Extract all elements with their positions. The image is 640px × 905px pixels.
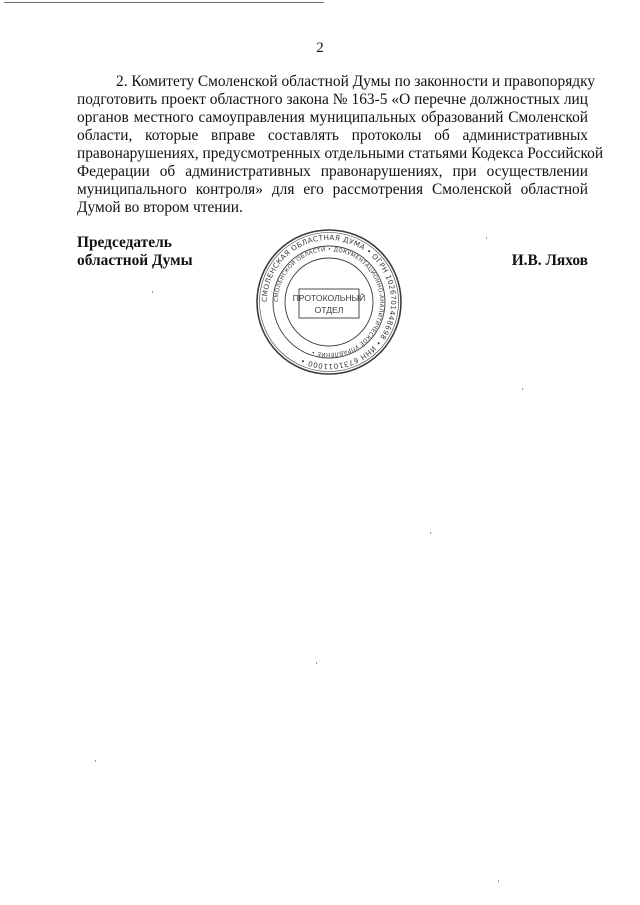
seal-outer-text: СМОЛЕНСКАЯ ОБЛАСТНАЯ ДУМА • ОГРН 1026701448698 • ИНН 6731011000 •	[259, 232, 399, 372]
scan-speck	[486, 237, 487, 239]
signer-title	[77, 234, 193, 270]
seal-center-line2: ОТДЕЛ	[314, 305, 344, 315]
signer-title-line: областной Думы	[77, 252, 193, 269]
scan-speck	[430, 532, 431, 534]
page-number: 2	[316, 40, 324, 56]
scan-speck	[522, 388, 523, 390]
paragraph-line: муниципального контроля» для его рассмотрения Смоленской областной	[77, 181, 588, 198]
seal-center-line1: ПРОТОКОЛЬНЫЙ	[292, 293, 366, 303]
resolution-paragraph	[77, 73, 604, 217]
signer-name: И.В. Ляхов	[511, 252, 588, 269]
signer-title-line: Председатель	[77, 234, 172, 251]
scan-speck	[498, 880, 499, 882]
paragraph-line: правонарушениях, предусмотренных отдельными статьями Кодекса Российской	[77, 145, 604, 162]
paragraph-line: 2. Комитету Смоленской областной Думы по законности и правопорядку	[116, 73, 596, 90]
paragraph-line: Думой во втором чтении.	[77, 199, 243, 216]
seal-inner-text: СМОЛЕНСКОЙ ОБЛАСТИ • ДОКУМЕНТАЦИОННО-АНАЛИТИЧЕСКОЕ УПРАВЛЕНИЕ •	[273, 246, 385, 358]
scan-edge-line	[4, 2, 324, 3]
paragraph-line: подготовить проект областного закона № 163-5 «О перечне должностных лиц	[77, 91, 588, 108]
paragraph-line: области, которые вправе составлять протоколы об административных	[77, 127, 588, 144]
scan-speck	[95, 760, 96, 762]
scan-speck	[316, 662, 317, 664]
paragraph-line: органов местного самоуправления муниципальных образований Смоленской	[77, 109, 588, 126]
paragraph-line: Федерации об административных правонарушениях, при осуществлении	[77, 163, 588, 180]
scan-speck	[152, 291, 153, 293]
official-seal	[255, 228, 403, 376]
